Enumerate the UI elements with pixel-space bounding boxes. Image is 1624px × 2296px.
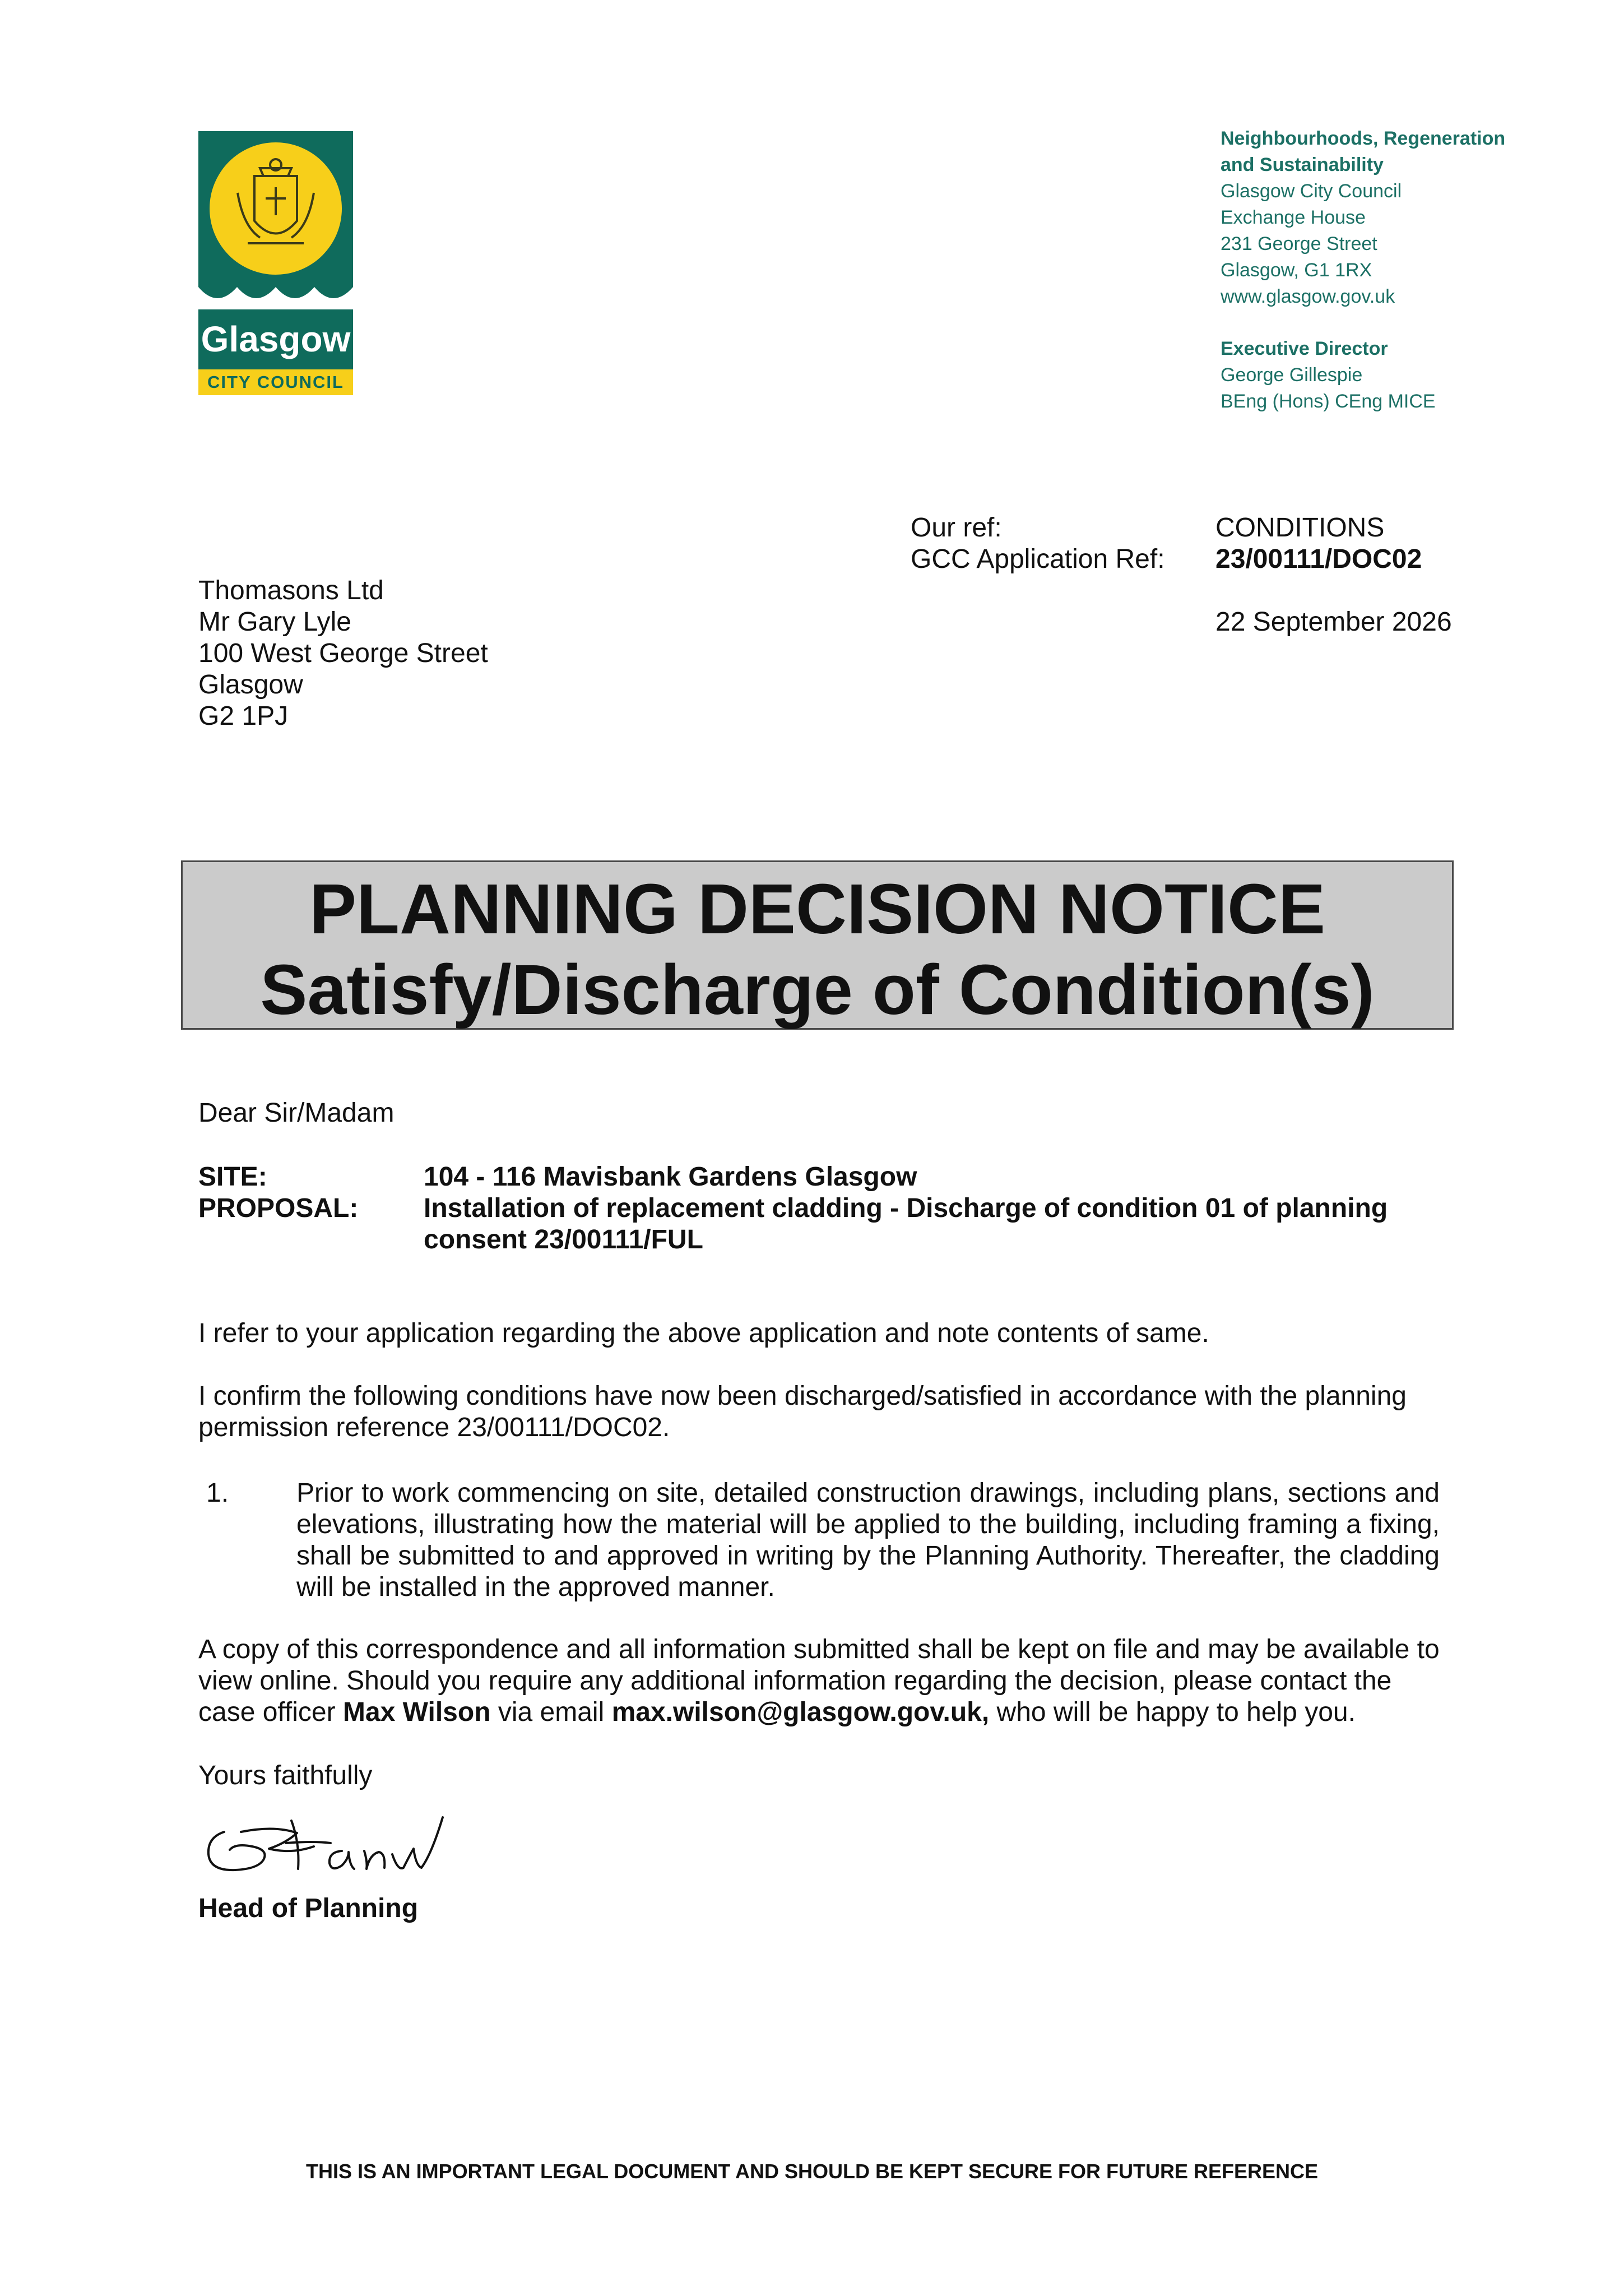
recipient-line-5: G2 1PJ: [198, 701, 289, 731]
glasgow-city-council-logo: [198, 131, 353, 395]
notice-title: PLANNING DECISION NOTICE: [309, 869, 1326, 948]
site-label: SITE:: [198, 1162, 267, 1192]
logo-subname: CITY COUNCIL: [207, 372, 344, 392]
paragraph-3-text-2: via email: [490, 1697, 612, 1727]
site-labels: [198, 1161, 358, 1224]
salutation: Dear Sir/Madam: [198, 1098, 395, 1128]
signature-image: [202, 1809, 460, 1888]
decision-notice-title-box: [181, 860, 1454, 1030]
signatory-title: Head of Planning: [198, 1894, 419, 1923]
recipient-line-2: Mr Gary Lyle: [198, 607, 351, 637]
department-address-line-2: Exchange House: [1221, 207, 1366, 228]
department-header: [1221, 126, 1602, 415]
our-ref-value: CONDITIONS: [1215, 513, 1385, 543]
director-qualifications: BEng (Hons) CEng MICE: [1221, 391, 1436, 412]
case-officer-email-link[interactable]: max.wilson@glasgow.gov.uk,: [611, 1697, 990, 1727]
recipient-line-1: Thomasons Ltd: [198, 576, 384, 605]
body-paragraph-3: [198, 1634, 1454, 1728]
department-name-line-2: and Sustainability: [1221, 154, 1384, 175]
reference-values: [1215, 512, 1452, 638]
paragraph-3-text-3: who will be happy to help you.: [989, 1697, 1356, 1727]
recipient-line-3: 100 West George Street: [198, 638, 488, 668]
director-name: George Gillespie: [1221, 364, 1363, 386]
department-address-line-1: Glasgow City Council: [1221, 180, 1402, 202]
body-paragraph-1: I refer to your application regarding the above application and note contents of same.: [198, 1318, 1209, 1348]
reference-labels: [911, 512, 1165, 575]
paragraph-3-text-1: A copy of this correspondence and all information submitted shall be kept on file and may be available to view online. Should you require any additional information regarding the decision, please contact the case officer: [198, 1635, 1440, 1727]
notice-subtitle: Satisfy/Discharge of Condition(s): [260, 950, 1375, 1029]
logo-name: Glasgow: [201, 319, 351, 359]
department-address-line-3: 231 George Street: [1221, 233, 1377, 254]
proposal-value-line-1: Installation of replacement cladding - Discharge of condition 01 of planning: [424, 1193, 1388, 1223]
condition-number: 1.: [206, 1478, 229, 1508]
body-paragraph-2: I confirm the following conditions have now been discharged/satisfied in accordance with the planning permission reference 23/00111/DOC02.: [198, 1381, 1407, 1442]
letter-date: 22 September 2026: [1215, 607, 1452, 637]
gcc-ref-label: GCC Application Ref:: [911, 544, 1165, 574]
director-title: Executive Director: [1221, 338, 1388, 359]
department-name-line-1: Neighbourhoods, Regeneration: [1221, 128, 1506, 149]
proposal-value-line-2: consent 23/00111/FUL: [424, 1225, 703, 1255]
proposal-label: PROPOSAL:: [198, 1193, 359, 1223]
department-address-line-4: Glasgow, G1 1RX: [1221, 260, 1372, 281]
recipient-line-4: Glasgow: [198, 670, 303, 700]
closing: Yours faithfully: [198, 1761, 373, 1790]
site-values: [424, 1161, 1388, 1256]
our-ref-label: Our ref:: [911, 513, 1002, 543]
case-officer-name: Max Wilson: [342, 1697, 491, 1727]
department-website: www.glasgow.gov.uk: [1221, 286, 1395, 307]
gcc-ref-value: 23/00111/DOC02: [1215, 544, 1422, 574]
site-value: 104 - 116 Mavisbank Gardens Glasgow: [424, 1162, 917, 1192]
condition-text: Prior to work commencing on site, detailed construction drawings, including plans, sections and elevations, illustrating how the material will be applied to the building, including framing a fixing, shall be submitted to and approved in writing by the Planning Authority. Thereafter, the cladding will be installed in the approved manner.: [296, 1478, 1440, 1602]
legal-footer: THIS IS AN IMPORTANT LEGAL DOCUMENT AND SHOULD BE KEPT SECURE FOR FUTURE REFERENCE: [305, 2160, 1319, 2183]
recipient-address: [198, 575, 488, 732]
